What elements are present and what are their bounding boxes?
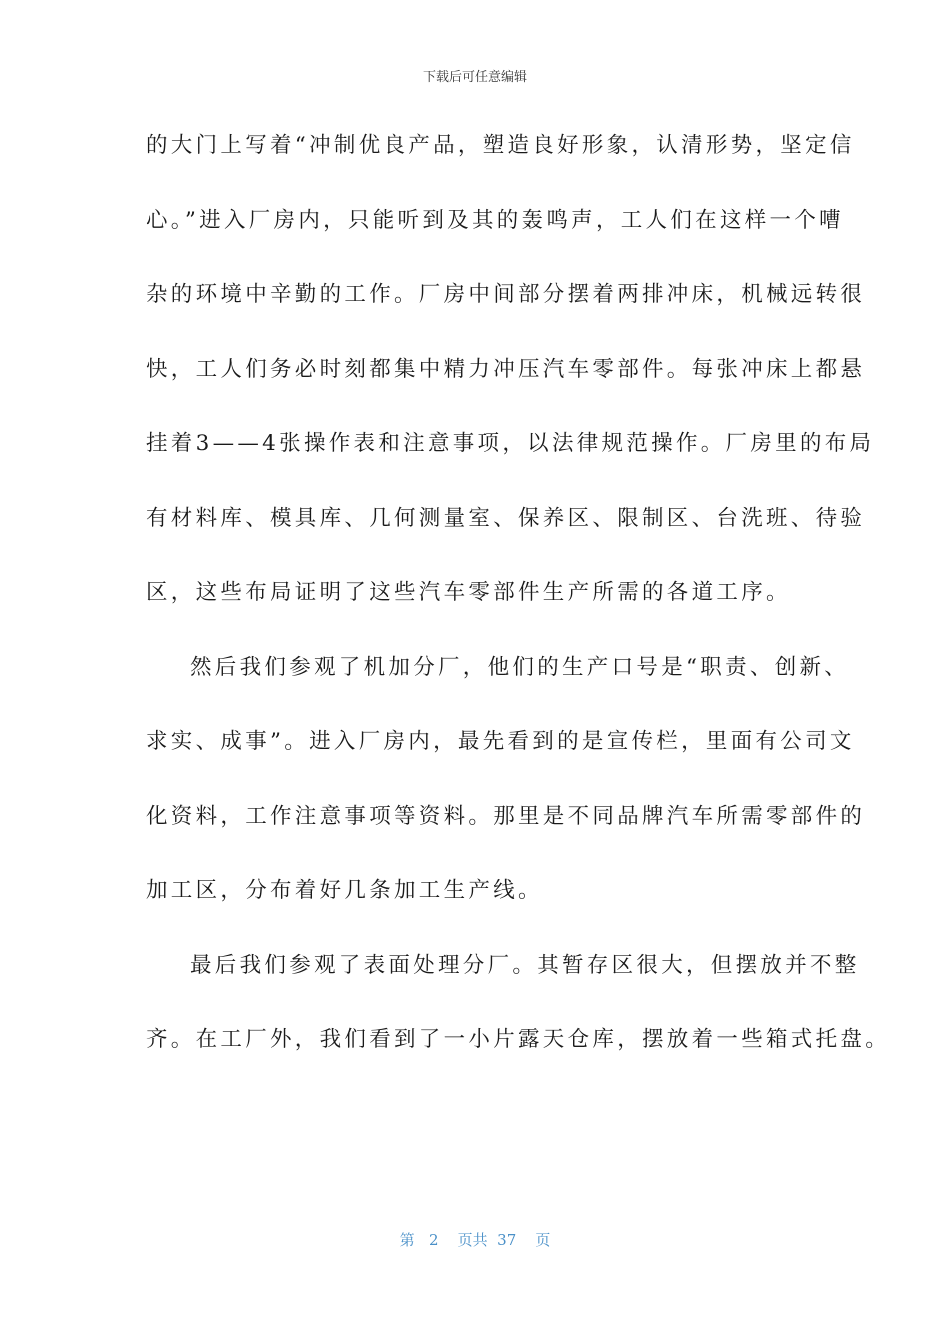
text-line: 心。”进入厂房内，只能听到及其的轰鸣声，工人们在这样一个嘈 [146, 207, 844, 233]
text-line: 区，这些布局证明了这些汽车零部件生产所需的各道工序。 [146, 580, 791, 605]
page-footer [0, 1229, 950, 1250]
page-header [0, 66, 950, 85]
text-line: 挂着3——4张操作表和注意事项，以法律规范操作。厂房里的布局 [146, 431, 875, 456]
text-line: 化资料，工作注意事项等资料。那里是不同品牌汽车所需零部件的 [146, 803, 866, 829]
page-label-mid: 页共 [457, 1231, 488, 1249]
text-line: 杂的环境中辛勤的工作。厂房中间部分摆着两排冲床，机械远转很 [146, 282, 866, 307]
text-line: 最后我们参观了表面处理分厂。其暂存区很大，但摆放并不整 [190, 952, 860, 978]
page-label-prefix: 第 [399, 1231, 415, 1249]
text-line: 然后我们参观了机加分厂，他们的生产口号是“职责、创新、 [190, 654, 850, 680]
text-line: 有材料库、模具库、几何测量室、保养区、限制区、台洗班、待验 [146, 505, 866, 531]
header-text: 下载后可任意编辑 [422, 70, 527, 85]
text-line: 的大门上写着“冲制优良产品，塑造良好形象，认清形势，坚定信 [146, 133, 855, 158]
page-number: 2 [428, 1231, 439, 1249]
page-label-suffix: 页 [535, 1231, 551, 1249]
total-pages: 37 [497, 1231, 517, 1249]
text-line: 加工区，分布着好几条加工生产线。 [146, 878, 543, 903]
text-line: 求实、成事”。进入厂房内，最先看到的是宣传栏，里面有公司文 [146, 729, 855, 754]
document-body [146, 118, 891, 1087]
text-line: 快，工人们务必时刻都集中精力冲压汽车零部件。每张冲床上都悬 [146, 356, 866, 382]
text-line: 齐。在工厂外，我们看到了一小片露天仓库，摆放着一些箱式托盘。 [146, 1027, 891, 1052]
